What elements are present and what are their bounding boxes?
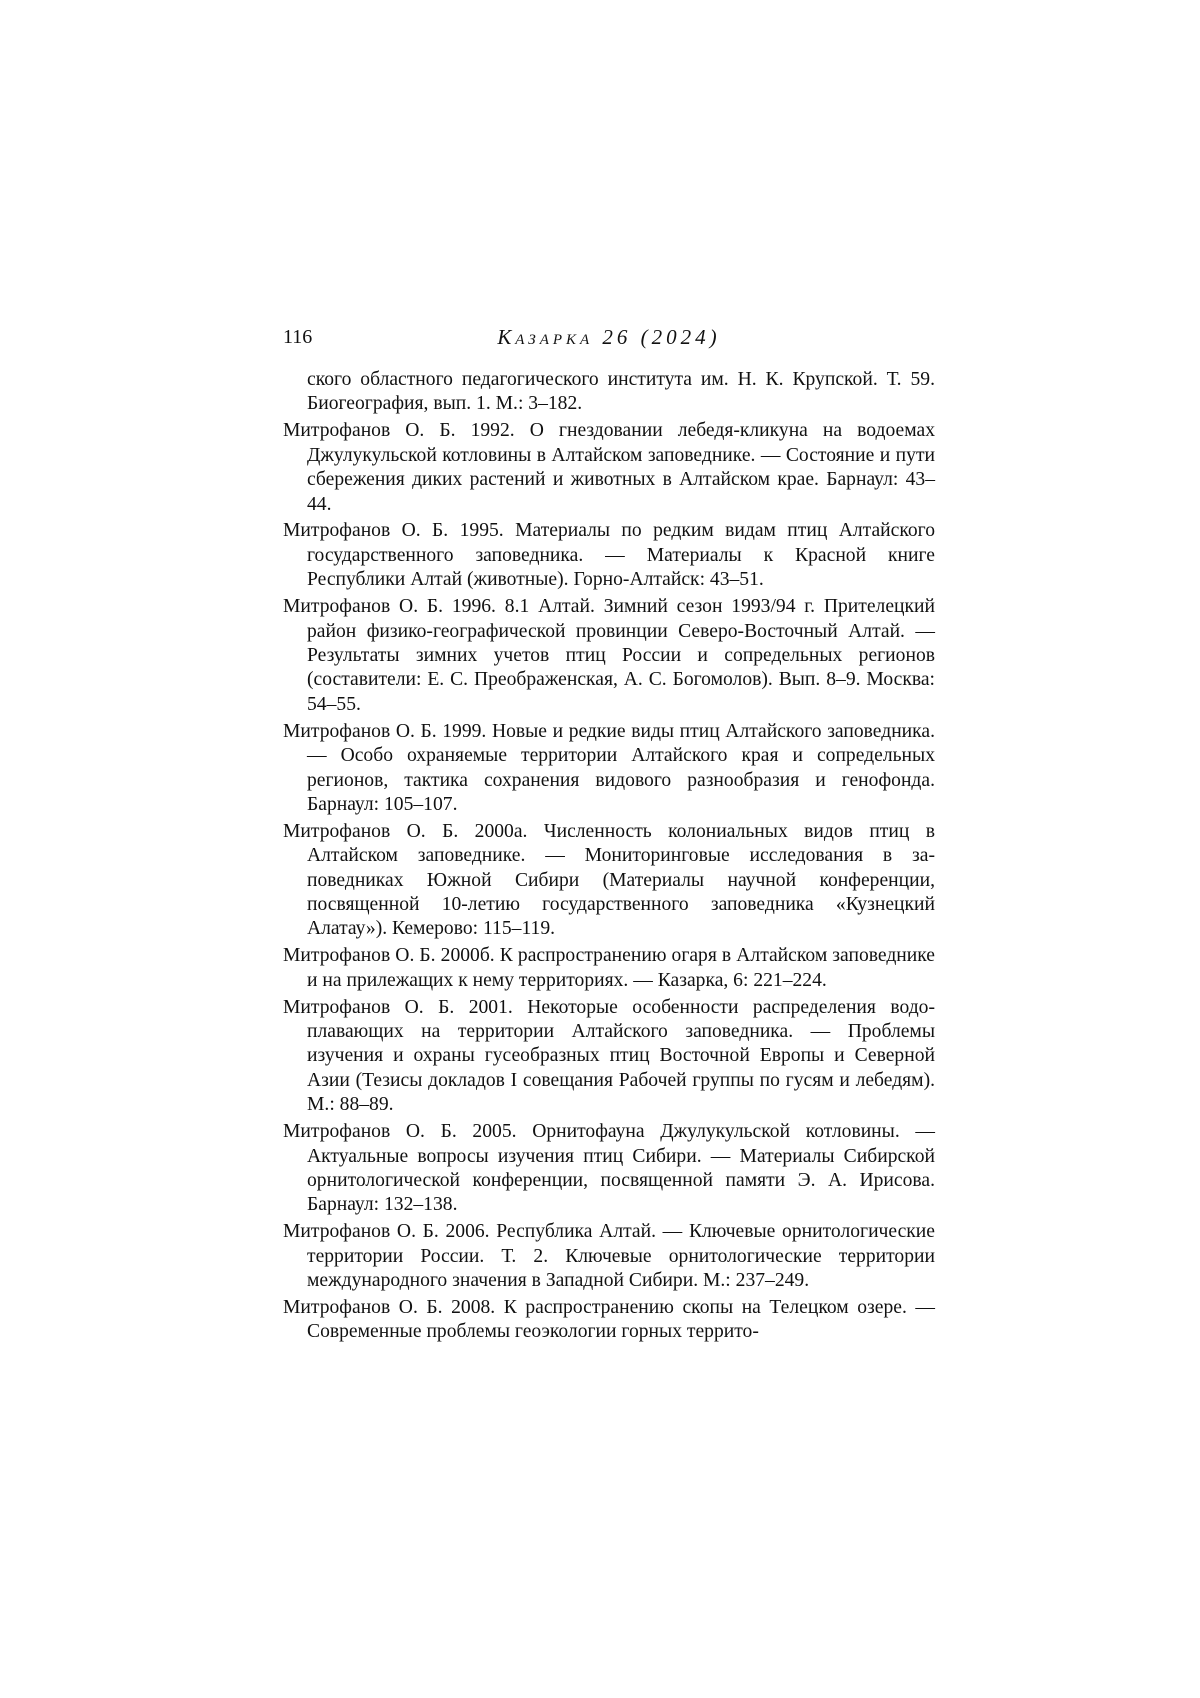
- journal-title: Казарка 26 (2024): [283, 322, 935, 352]
- reference-entry: Митрофанов О. Б. 1992. О гнездовании лебедя-кликуна на водоемах Джулукульской котловины в Алтайском заповеднике. — Состоя­ние и пути сбережения диких растений и животных в Алтайском крае. Барнаул: 43–44.: [283, 419, 935, 517]
- reference-entry: Митрофанов О. Б. 2005. Орнитофауна Джулукульской котловины. — Актуальные вопросы изучения птиц Сибири. — Материалы Си­бирской орнитологической конференции, посвященной памяти Э. А. Ирисова. Барнаул: 132–138.: [283, 1120, 935, 1218]
- reference-entry: Митрофанов О. Б. 2008. К распространению скопы на Телецком озере. — Современные проблемы геоэкологии горных террито-: [283, 1296, 935, 1345]
- reference-entry: Митрофанов О. Б. 1996. 8.1 Алтай. Зимний сезон 1993/94 г. Прителец­кий район физико-географической провинции Северо-Восточный Алтай. — Результаты зимних учетов птиц России и сопредельных регионов (составители: Е. С. Преображенская, А. С. Богомолов). Вып. 8–9. Москва: 54–55.: [283, 595, 935, 717]
- reference-entry: Митрофанов О. Б. 2000а. Численность колониальных видов птиц в Алтайском заповеднике. — Мониторинговые исследования в за­поведниках Южной Сибири (Материалы научной конференции, посвященной 10-летию государственного заповедника «Кузнецкий Алатау»). Кемерово: 115–119.: [283, 820, 935, 942]
- reference-entry: Митрофанов О. Б. 2001. Некоторые особенности распределения водо­плавающих на территории Алтайского заповедника. — Проблемы изучения и охраны гусеобразных птиц Восточной Европы и Север­ной Азии (Тезисы докладов I совещания Рабочей группы по гусям и лебедям). М.: 88–89.: [283, 996, 935, 1118]
- reference-entry-continued: ского областного педагогического института им. Н. К. Крупской. Т. 59. Биогеография, вып. 1. М.: 3–182.: [283, 368, 935, 417]
- running-header: [283, 322, 935, 352]
- reference-entry: Митрофанов О. Б. 1999. Новые и редкие виды птиц Алтайского запо­ведника. — Особо охраняемые территории Алтайского края и со­предельных регионов, тактика сохранения видового разнообразия и генофонда. Барнаул: 105–107.: [283, 720, 935, 818]
- document-page: [0, 0, 1200, 1698]
- reference-entry: Митрофанов О. Б. 1995. Материалы по редким видам птиц Алтайско­го государственного заповедника. — Материалы к Красной книге Республики Алтай (животные). Горно-Алтайск: 43–51.: [283, 519, 935, 592]
- reference-entry: Митрофанов О. Б. 2006. Республика Алтай. — Ключевые орнитоло­гические территории России. Т. 2. Ключевые орнитологические территории международного значения в Западной Сибири. М.: 237–249.: [283, 1220, 935, 1293]
- page-number: 116: [283, 322, 312, 352]
- reference-list: [283, 368, 935, 1347]
- reference-entry: Митрофанов О. Б. 2000б. К распространению огаря в Алтайском за­поведнике и на прилежащих к нему территориях. — Казарка, 6: 221–224.: [283, 944, 935, 993]
